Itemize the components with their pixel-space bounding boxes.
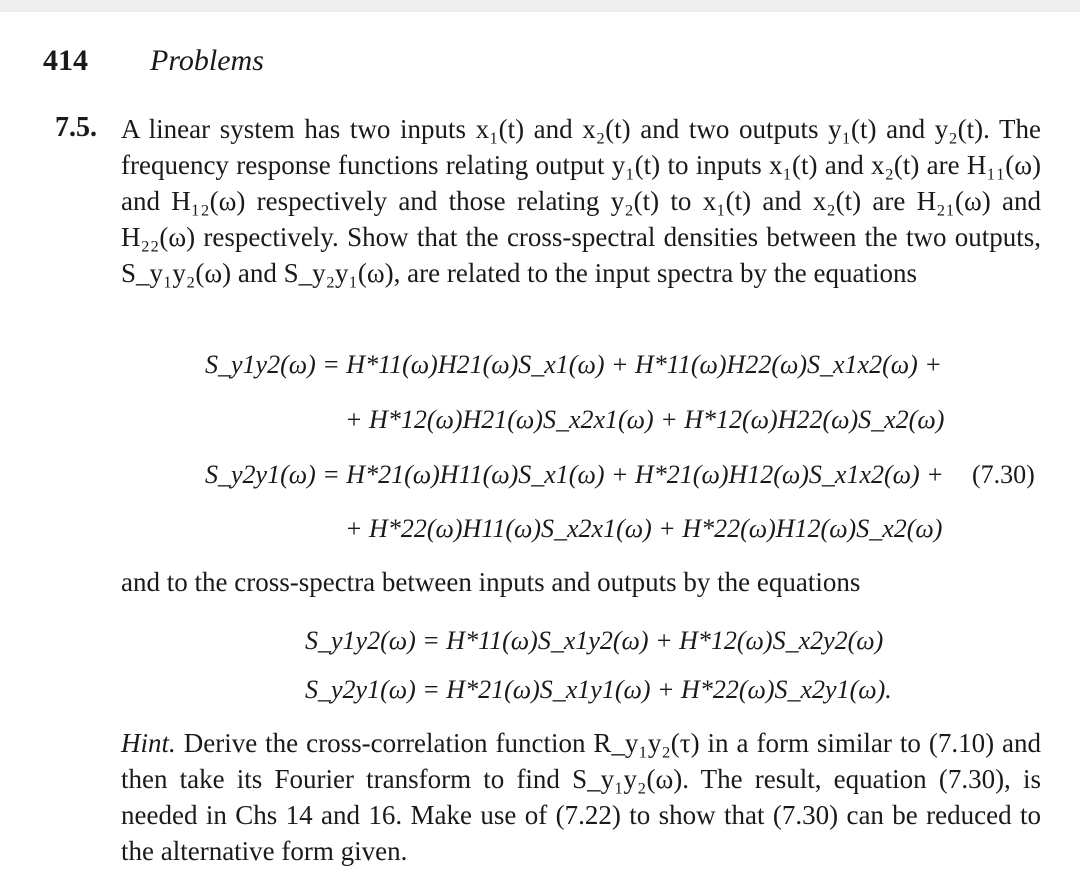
hint-label: Hint. [121,728,176,758]
equation-line-1: S_y1y2(ω) = H*11(ω)H21(ω)S_x1(ω) + H*11(ω)H22(ω)S_x1x2(ω) + [205,350,942,379]
problem-number: 7.5. [55,112,97,143]
cross-equation-1: S_y1y2(ω) = H*11(ω)S_x1y2(ω) + H*12(ω)S_x2y2(ω) [305,626,884,655]
hint-text: Derive the cross-correlation function R_y₁y₂(τ) in a form similar to (7.10) and then take its Fourier transform to find S_y₁y₂(ω). The result, equation (7.30), is needed in Chs 14 and 16. Make use of (7.22) to show that (7.30) can be reduced to the alternative form given. [121,728,1042,866]
transition-sentence: and to the cross-spectra between inputs and outputs by the equations [121,567,861,597]
equation-line-3: S_y2y1(ω) = H*21(ω)H11(ω)S_x1(ω) + H*21(ω)H12(ω)S_x1x2(ω) + [205,460,944,489]
equation-line-2: + H*12(ω)H21(ω)S_x2x1(ω) + H*12(ω)H22(ω)S_x2(ω) [345,405,945,434]
running-head: Problems [150,44,264,77]
equation-number: (7.30) [972,460,1035,489]
problem-statement: A linear system has two inputs x₁(t) and x₂(t) and two outputs y₁(t) and y₂(t). The frequency response functions relating output y₁(t) to inputs x₁(t) and x₂(t) are H₁₁(ω) and H₁₂(ω) respectively and those relating y₂(t) to x₁(t) and x₂(t) are H₂₁(ω) and H₂₂(ω) respectively. Show that the cross-spectral densities between the two outputs, S_y₁y₂(ω) and S_y₂y₁(ω), are related to the input spectra by the equations [121,114,1041,288]
page-number: 414 [43,44,88,77]
hint-paragraph [121,725,1041,869]
equation-line-4: + H*22(ω)H11(ω)S_x2x1(ω) + H*22(ω)H12(ω)S_x2(ω) [345,514,943,543]
top-margin-band [0,0,1080,12]
cross-equation-2: S_y2y1(ω) = H*21(ω)S_x1y1(ω) + H*22(ω)S_x2y1(ω). [305,675,892,704]
